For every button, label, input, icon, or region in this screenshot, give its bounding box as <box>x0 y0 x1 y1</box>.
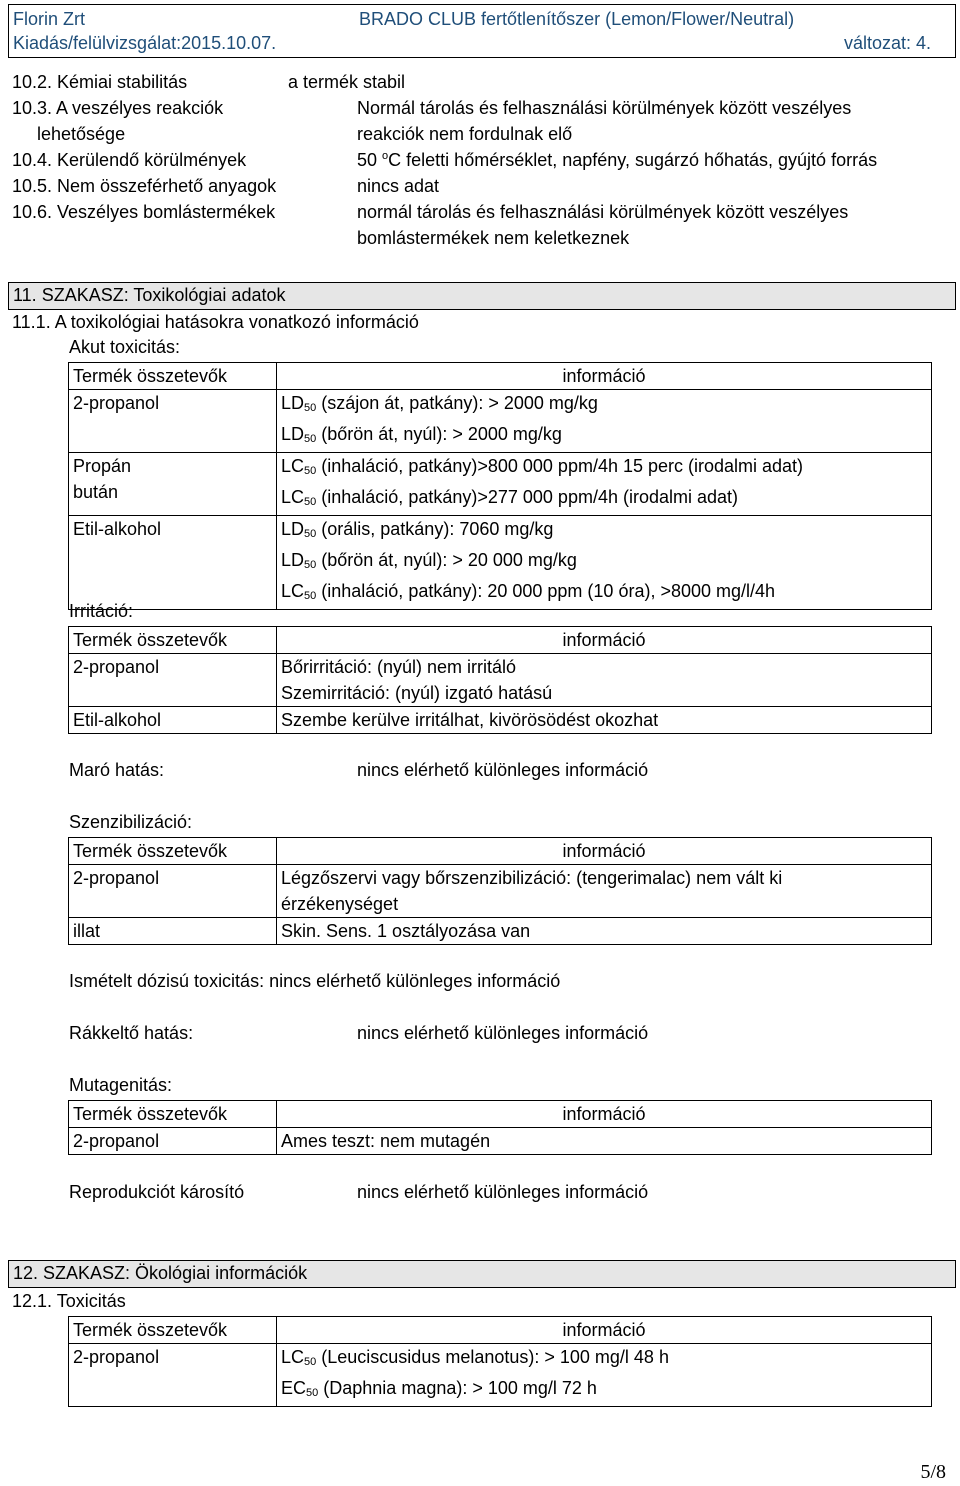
s10-label: 10.5. Nem összeférhető anyagok <box>12 176 277 196</box>
col-header: információ <box>277 1101 932 1128</box>
s11-subheading: 11.1. A toxikológiai hatásokra vonatkozó információ <box>12 312 419 332</box>
issue-date: Kiadás/felülvizsgálat:2015.10.07. <box>13 33 277 53</box>
corrosive-label: Maró hatás: <box>69 760 165 780</box>
version: változat: 4. <box>843 33 931 53</box>
col-header: információ <box>277 363 932 390</box>
acute-toxicity-label: Akut toxicitás: <box>69 337 181 357</box>
page-header <box>8 4 956 58</box>
s12-subheading: 12.1. Toxicitás <box>12 1291 126 1311</box>
s10-value: bomlástermékek nem keletkeznek <box>357 228 630 248</box>
sensitization-label: Szenzibilizáció: <box>69 812 193 832</box>
reproductive-value: nincs elérhető különleges információ <box>357 1182 649 1202</box>
s10-value: normál tárolás és felhasználási körülmények között veszélyes <box>357 202 849 222</box>
col-header: információ <box>277 1317 932 1344</box>
mutagenicity-table <box>68 1100 932 1155</box>
irritation-label: Irritáció: <box>69 601 134 621</box>
col-header: információ <box>277 627 932 654</box>
carcinogenicity-label: Rákkeltő hatás: <box>69 1023 194 1043</box>
col-header: Termék összetevők <box>69 627 277 654</box>
component-name: 2-propanol <box>69 865 277 918</box>
info-cell: Légzőszervi vagy bőrszenzibilizáció: (tengerimalac) nem vált ki érzékenységet <box>277 865 932 918</box>
s10-value: Normál tárolás és felhasználási körülmények között veszélyes <box>357 98 852 118</box>
component-name: 2-propanol <box>69 1344 277 1407</box>
repeated-dose-text: Ismételt dózisú toxicitás: nincs elérhető különleges információ <box>69 971 561 991</box>
col-header: Termék összetevők <box>69 1317 277 1344</box>
info-cell: $LC_{50}$ (inhaláció, patkány)>800 000 ppm/4h 15 perc (irodalmi adat) $LC_{50}$ (inhaláció, patkány)>277 000 ppm/4h (irodalmi adat) <box>277 453 932 516</box>
col-header: Termék összetevők <box>69 363 277 390</box>
component-name: Etil-alkohol <box>69 516 277 610</box>
info-cell: Ames teszt: nem mutagén <box>277 1128 932 1155</box>
product-name: BRADO CLUB fertőtlenítőszer (Lemon/Flower/Neutral) <box>359 9 795 29</box>
s10-label: 10.3. A veszélyes reakciók <box>12 98 224 118</box>
info-cell: Szembe kerülve irritálhat, kivörösödést okozhat <box>277 707 932 734</box>
component-name: Propán bután <box>69 453 277 516</box>
sensitization-table <box>68 837 932 945</box>
page-number: 5/8 <box>920 1461 946 1483</box>
info-cell: Bőrirritáció: (nyúl) nem irritáló Szemirritáció: (nyúl) izgató hatású <box>277 654 932 707</box>
s10-label: 10.4. Kerülendő körülmények <box>12 150 247 170</box>
s10-value: reakciók nem fordulnak elő <box>357 124 573 144</box>
component-name: 2-propanol <box>69 654 277 707</box>
component-name: illat <box>69 918 277 945</box>
irritation-table <box>68 626 932 734</box>
reproductive-label: Reprodukciót károsító <box>69 1182 245 1202</box>
company-name: Florin Zrt <box>13 9 85 29</box>
s10-label: 10.6. Veszélyes bomlástermékek <box>12 202 276 222</box>
component-name: Etil-alkohol <box>69 707 277 734</box>
carcinogenicity-value: nincs elérhető különleges információ <box>357 1023 649 1043</box>
mutagenicity-label: Mutagenitás: <box>69 1075 173 1095</box>
s10-value: nincs adat <box>357 176 440 196</box>
section-12-heading: 12. SZAKASZ: Ökológiai információk <box>8 1260 956 1288</box>
ecotoxicity-table <box>68 1316 932 1407</box>
info-cell: $LD_{50}$ (orális, patkány): 7060 mg/kg $LD_{50}$ (bőrön át, nyúl): > 20 000 mg/kg $LC_{50}$ (inhaláció, patkány): 20 000 ppm (10 óra), >8000 mg/l/4h <box>277 516 932 610</box>
s10-label: 10.2. Kémiai stabilitás <box>12 72 188 92</box>
component-name: 2-propanol <box>69 390 277 453</box>
corrosive-value: nincs elérhető különleges információ <box>357 760 649 780</box>
col-header: Termék összetevők <box>69 1101 277 1128</box>
acute-toxicity-table <box>68 362 932 610</box>
s10-value: 50 $^o$C feletti hőmérséklet, napfény, sugárzó hőhatás, gyújtó forrás <box>357 150 878 170</box>
col-header: információ <box>277 838 932 865</box>
info-cell: $LC_{50}$ (Leuciscusidus melanotus): > 100 mg/l 48 h $EC_{50}$ (Daphnia magna): > 100 mg/l 72 h <box>277 1344 932 1407</box>
col-header: Termék összetevők <box>69 838 277 865</box>
section-11-heading: 11. SZAKASZ: Toxikológiai adatok <box>8 282 956 310</box>
info-cell: Skin. Sens. 1 osztályozása van <box>277 918 932 945</box>
component-name: 2-propanol <box>69 1128 277 1155</box>
info-cell: $LD_{50}$ (szájon át, patkány): > 2000 mg/kg $LD_{50}$ (bőrön át, nyúl): > 2000 mg/kg <box>277 390 932 453</box>
s10-value: a termék stabil <box>288 72 406 92</box>
s10-label: lehetősége <box>37 124 126 144</box>
